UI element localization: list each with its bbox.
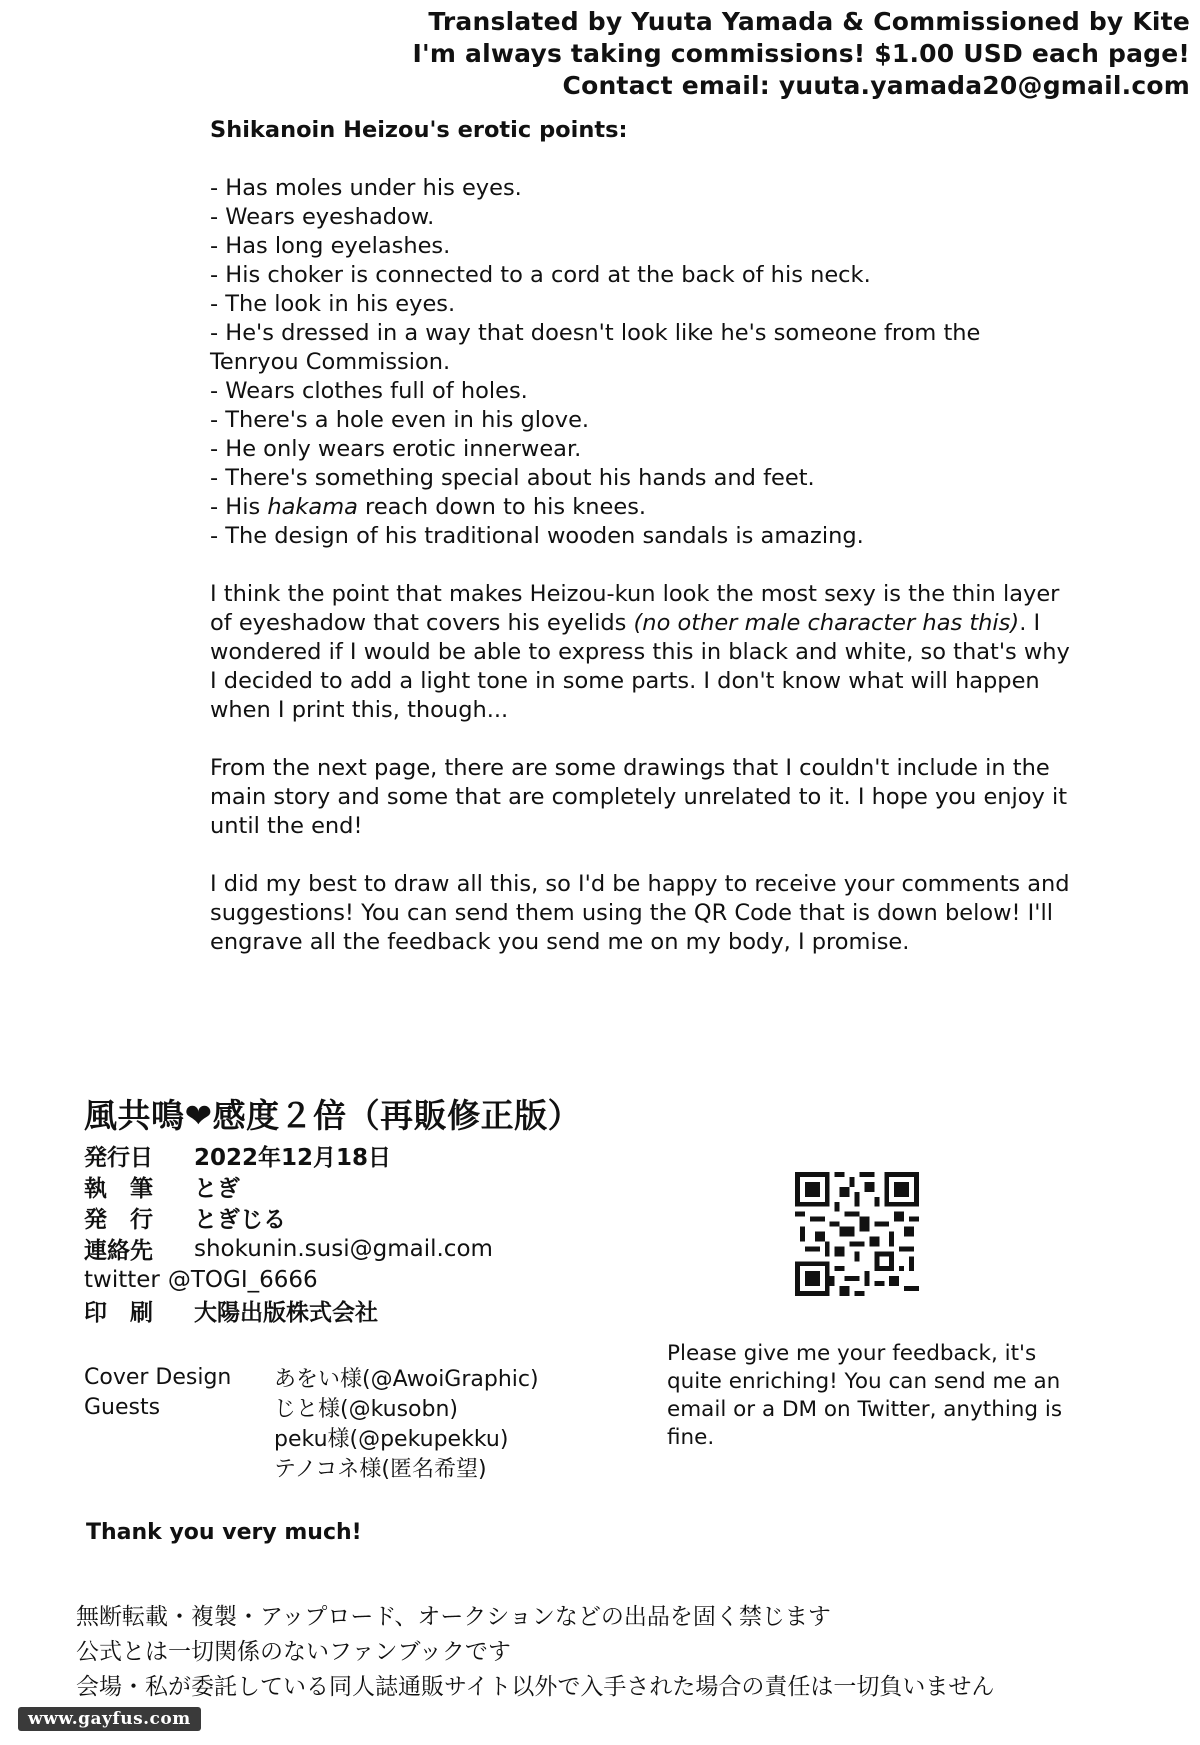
colophon-label: 発行日: [84, 1145, 153, 1171]
notes-heading: Shikanoin Heizou's erotic points:: [210, 117, 628, 143]
colophon-value: 2022年12月18日: [194, 1145, 392, 1171]
colophon-row-author: [84, 1171, 493, 1202]
colophon-label: 連絡先: [84, 1238, 153, 1264]
paragraph-eyeshadow: [210, 580, 1070, 725]
staff-value: テノコネ様(匿名希望): [274, 1456, 487, 1482]
staff-label: Guests: [84, 1394, 161, 1420]
translator-credits: [413, 6, 1191, 102]
colophon: [84, 1140, 493, 1326]
site-watermark: www.gayfus.com: [18, 1707, 201, 1731]
notice-line: 無断転載・複製・アップロード、オークションなどの出品を固く禁じます: [76, 1604, 831, 1630]
credit-line: Contact email: yuuta.yamada20@gmail.com: [562, 71, 1190, 100]
contact-email: shokunin.susi@gmail.com: [194, 1235, 493, 1262]
list-item: - The look in his eyes.: [210, 291, 456, 317]
list-item: - The design of his traditional wooden sandals is amazing.: [210, 523, 864, 549]
colophon-value: とぎじる: [194, 1207, 286, 1233]
twitter-handle: @TOGI_6666: [167, 1266, 318, 1293]
credit-line: I'm always taking commissions! $1.00 USD each page!: [412, 39, 1190, 68]
staff-value: じと様(@kusobn): [274, 1396, 459, 1422]
text-span: - His: [210, 494, 268, 520]
text-span: . I wondered if I would be able to express this in black and white, so that's why I decided to add a light tone in some parts. I don't know what will happen when I print this, though...: [210, 610, 1070, 723]
colophon-value: 大陽出版株式会社: [194, 1300, 378, 1326]
colophon-row-twitter: [84, 1264, 493, 1295]
thank-you-note: Thank you very much!: [86, 1520, 362, 1545]
list-item: - There's something special about his hands and feet.: [210, 465, 815, 491]
list-item: - Wears eyeshadow.: [210, 204, 435, 230]
list-item: [210, 493, 1070, 522]
list-item: - He only wears erotic innerwear.: [210, 436, 582, 462]
notice-line: 会場・私が委託している同人誌通販サイト以外で入手された場合の責任は一切負いません: [76, 1674, 995, 1700]
colophon-label: 印 刷: [84, 1300, 153, 1326]
colophon-row-publisher: [84, 1202, 493, 1233]
feedback-request: Please give me your feedback, it's quite enriching! You can send me an email or a DM on Twitter, anything is fine.: [667, 1341, 1063, 1450]
paragraph-next-page: From the next page, there are some drawings that I couldn't include in the main story and some that are completely unrelated to it. I hope you enjoy it until the end!: [210, 755, 1068, 839]
colophon-value: とぎ: [194, 1176, 240, 1202]
staff-row-guests: [84, 1392, 539, 1422]
colophon-row-date: [84, 1140, 493, 1171]
notice-line: 公式とは一切関係のないファンブックです: [76, 1639, 511, 1665]
list-item: - His choker is connected to a cord at the back of his neck.: [210, 262, 871, 288]
list-item: - Has moles under his eyes.: [210, 175, 522, 201]
list-item: - Has long eyelashes.: [210, 233, 451, 259]
italic-term: hakama: [267, 494, 358, 520]
qr-code-icon[interactable]: [795, 1172, 919, 1296]
text-span: reach down to his knees.: [357, 494, 647, 520]
staff-credits: [84, 1362, 539, 1482]
staff-row-guest: [84, 1452, 539, 1482]
staff-label: Cover Design: [84, 1364, 232, 1390]
colophon-row-contact: [84, 1233, 493, 1264]
paragraph-feedback: I did my best to draw all this, so I'd be happy to receive your comments and suggestions! You can send them using the QR Code that is down below! I'll engrave all the feedback you send me on my body, I promise.: [210, 871, 1070, 955]
author-notes: [210, 116, 1070, 957]
credit-line: Translated by Yuuta Yamada & Commissioned by Kite: [428, 7, 1190, 36]
list-item: - Wears clothes full of holes.: [210, 378, 528, 404]
colophon-row-print: [84, 1295, 493, 1326]
colophon-label: 発 行: [84, 1207, 153, 1233]
staff-value: peku様(@pekupekku): [274, 1426, 509, 1452]
text-span: I think the point that makes Heizou-kun look the most sexy is the thin layer of eyeshadow that covers his eyelids: [210, 581, 1060, 636]
points-list: [210, 174, 1070, 551]
colophon-label: twitter: [84, 1266, 160, 1293]
staff-value: あをい様(@AwoiGraphic): [274, 1366, 539, 1392]
legal-notice: [76, 1600, 994, 1705]
staff-row-guest: [84, 1422, 539, 1452]
list-item: - He's dressed in a way that doesn't look like he's someone from the Tenryou Commission.: [210, 320, 981, 375]
italic-aside: (no other male character has this): [633, 610, 1020, 636]
colophon-label: 執 筆: [84, 1176, 153, 1202]
book-title: 風共鳴❤感度２倍（再販修正版）: [84, 1096, 582, 1135]
staff-row-cover: [84, 1362, 539, 1392]
list-item: - There's a hole even in his glove.: [210, 407, 590, 433]
